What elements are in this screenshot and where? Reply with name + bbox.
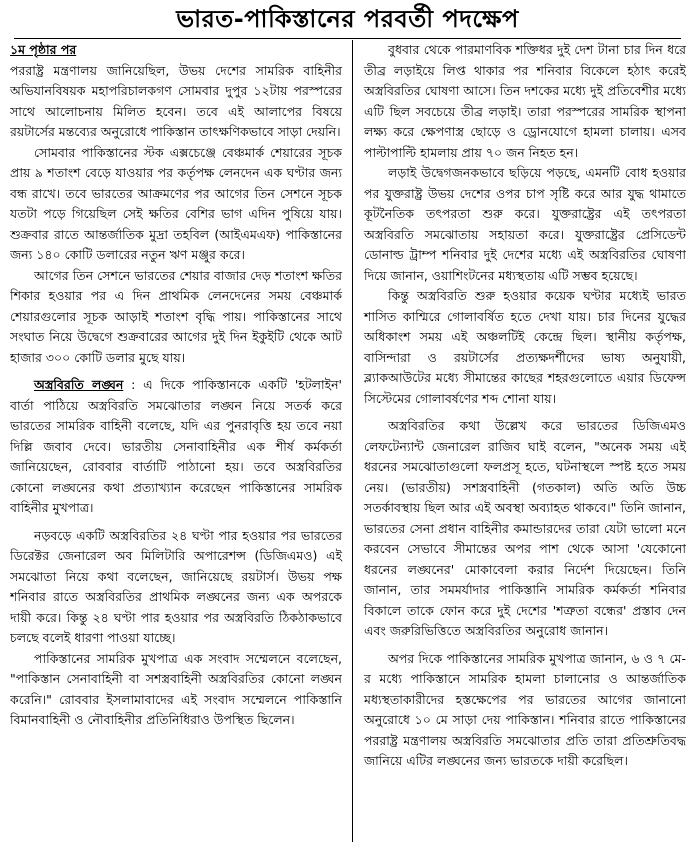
paragraph: নড়বড়ে একটি অস্ত্রবিরতির ২৪ ঘণ্টা পার হওয়ার পর ভারতের ডিরেক্টর জেনারেল অব মিলিটারি অপারেশন্স (ডিজিএমও) এই সমঝোতা নিয়ে কথা বলেছেন, জানিয়েছে রয়টার্স। উভয় পক্ষ শনিবার রাতে অস্ত্রবিরতির প্রাথমিক লঙ্ঘনের জন্য এক অপরকে দায়ী করে। কিন্তু ২৪ ঘণ্টা পার হওয়ার পর অস্ত্রবিরতি ঠিকঠাকভাবে চলছে বলেই ধারণা পাওয়া যাচ্ছে। bbox=[10, 527, 342, 645]
column-divider bbox=[352, 40, 353, 842]
paragraph: পররাষ্ট্র মন্ত্রণালয় জানিয়েছিল, উভয় দেশের সামরিক বাহিনীর অভিযানবিষয়ক মহাপরিচালকগণ সোমবার দুপুর ১২টায় পরস্পরের সাথে আলোচনায় মিলিত হবেন। তবে এই আলাপের বিষয়ে রয়টার্সের মন্তব্যের অনুরোধে পাকিস্তান তাৎক্ষণিকভাবে সাড়া দেয়নি। bbox=[10, 62, 342, 139]
subheading-text: : এ দিকে পাকিস্তানকে একটি 'হটলাইন' বার্তা পাঠিয়ে অস্ত্রবিরতি সমঝোতার লঙ্ঘন নিয়ে সতর্ক করে ভারতের সামরিক বাহিনী বলেছে, যদি এর পুনরাবৃত্তি হয় তবে নয়া দিল্লি জবাব দেবে। ভারতীয় সেনাবাহিনীর এক শীর্ষ কর্মকর্তা জানিয়েছেন, রোববার বার্তাটি পাঠানো হয়। তবে অস্ত্রবিরতির কোনো লঙ্ঘনের কথা প্রত্যাখ্যান করেছেন পাকিস্তানের সামরিক বাহিনীর মুখপাত্র। bbox=[10, 377, 342, 515]
paragraph: অপর দিকে পাকিস্তানের সামরিক মুখপাত্র জানান, ৬ ও ৭ মে-র মধ্যে পাকিস্তানে সামরিক হামলা চালানোর ও আন্তর্জাতিক মধ্যস্থতাকারীদের হস্তক্ষেপের পর ভারতের আগের জানানো অনুরোধে ১০ মে সাড়া দেয় পাকিস্তান। শনিবার রাতে পাকিস্তানের পররাষ্ট্র মন্ত্রণালয় অস্ত্রবিরতি সমঝোতার প্রতি তারা প্রতিশ্রুতিবদ্ধ জানিয়ে এটির লঙ্ঘনের জন্য ভারতকে দায়ী করেছিল। bbox=[364, 650, 686, 768]
subheading: অস্ত্রবিরতি লঙ্ঘন bbox=[34, 377, 124, 392]
article-headline: ভারত-পাকিস্তানের পরবর্তী পদক্ষেপ bbox=[176, 5, 519, 33]
headline-rule bbox=[14, 38, 681, 39]
paragraph: অস্ত্রবিরতির কথা উল্লেখ করে ভারতের ডিজিএমও লেফটেন্যান্ট জেনারেল রাজিব ঘাই বলেন, "অনেক সময় এই ধরনের সমঝোতাগুলো ফলপ্রসূ হতে, ঘটনাস্থলে স্পষ্ট হতে সময় নেয়। (ভারতীয়) সশস্ত্রবাহিনী (গতকাল) অতি অতি উচ্চ সতর্কাবস্থায় ছিল আর এই অবস্থা অব্যাহত থাকবে।" তিনি জানান, ভারতের সেনা প্রধান বাহিনীর কমান্ডারদের তারা যেটা ভালো মনে করবেন সেভাবে সীমান্তের অপর পাশ থেকে আসা 'যেকোনো ধরনের লঙ্ঘনের' মোকাবেলা করার নির্দেশ দিয়েছেন। তিনি জানান, তার সমমর্যাদার পাকিস্তানি সামরিক কর্মকর্তা শনিবার বিকালে তাকে ফোন করে দুই দেশের 'শত্রুতা বন্ধের' প্রস্তাব দেন এবং জরুরিভিত্তিতে অস্ত্রবিরতির অনুরোধ জানান। bbox=[364, 418, 686, 638]
right-column bbox=[356, 40, 686, 842]
paragraph bbox=[10, 40, 342, 61]
paragraph: কিন্তু অস্ত্রবিরতি শুরু হওয়ার কয়েক ঘণ্টার মধ্যেই ভারত শাসিত কাশ্মিরে গোলাবর্ষিত হতে দেখা যায়। চার দিনের যুদ্ধের অধিকাংশ সময় এই অঞ্চলটিই কেন্দ্রে ছিল। স্থানীয় কর্তৃপক্ষ, বাসিন্দারা ও রয়টার্সের প্রত্যক্ষদর্শীদের ভাষ্য অনুযায়ী, ব্ল্যাকআউটের মধ্যে সীমান্তের কাছের শহরগুলোতে এয়ার ডিফেন্স সিস্টেমের গোলাবর্ষণের শব্দ শোনা যায়। bbox=[364, 288, 686, 406]
paragraph: বুধবার থেকে পারমাণবিক শক্তিধর দুই দেশ টানা চার দিন ধরে তীব্র লড়াইয়ে লিপ্ত থাকার পর শনিবার বিকেলে হঠাৎ করেই অস্ত্রবিরতির ঘোষণা আসে। তিন দশকের মধ্যে দুই প্রতিবেশীর মধ্যে এটি ছিল সবচেয়ে তীব্র লড়াই। তারা পরস্পরের সামরিক স্থাপনা লক্ষ্য করে ক্ষেপণাস্ত্র ছোড়ে ও ড্রোনযোগে হামলা চালায়। এসব পাল্টাপাল্টি হামলায় প্রায় ৭০ জন নিহত হন। bbox=[364, 42, 686, 160]
left-column bbox=[10, 40, 350, 842]
paragraph bbox=[10, 375, 342, 519]
paragraph: পাকিস্তানের সামরিক মুখপাত্র এক সংবাদ সম্মেলনে বলেছেন, "পাকিস্তান সেনাবাহিনী বা সশস্ত্রবাহিনী অস্ত্রবিরতির কোনো লঙ্ঘন করেনি।" রোববার ইসলামাবাদের এই সংবাদ সম্মেলনে পাকিস্তানি বিমানবাহিনী ও নৌবাহিনীর প্রতিনিধিরাও উপস্থিত ছিলেন। bbox=[10, 650, 342, 727]
paragraph: লড়াই উদ্বেগজনকভাবে ছড়িয়ে পড়ছে, এমনটি বোধ হওয়ার পর যুক্তরাষ্ট্র উভয় দেশের ওপর চাপ সৃষ্টি করে আর যুদ্ধ থামাতে কূটনৈতিক তৎপরতা শুরু করে। যুক্তরাষ্ট্রের এই তৎপরতা অস্ত্রবিরতি সমঝোতায় সহায়তা করে। যুক্তরাষ্ট্রের প্রেসিডেন্ট ডোনাল্ড ট্রাম্প শনিবার দুই দেশের মধ্যে এই অস্ত্রবিরতির ঘোষণা দিয়ে জানান, ওয়াশিংটনের মধ্যস্থতায় এটি সম্ভব হয়েছে। bbox=[364, 165, 686, 283]
paragraph: আগের তিন সেশনে ভারতের শেয়ার বাজার দেড় শতাংশ ক্ষতির শিকার হওয়ার পর এ দিন প্রাথমিক লেনদেনের সময় বেঞ্চমার্ক শেয়ারগুলোর সূচক আড়াই শতাংশ বৃদ্ধি পায়। পাকিস্তানের সাথে সংঘাত নিয়ে উদ্বেগে শুক্রবারের আগের দুই দিন ইকুইটি থেকে আট হাজার ৩০০ কোটি ডলার মুছে যায়। bbox=[10, 267, 342, 365]
continued-from-label: ১ম পৃষ্ঠার পর bbox=[10, 42, 77, 57]
paragraph: সোমবার পাকিস্তানের স্টক এক্সচেঞ্জে বেঞ্চমার্ক শেয়ারের সূচক প্রায় ৯ শতাংশ বেড়ে যাওয়ার পর কর্তৃপক্ষ লেনদেন এক ঘণ্টার জন্য বন্ধ রাখে। তবে ভারতের আক্রমণের পর আগের তিন সেশনে সূচক যতটা পড়ে গিয়েছিল সেই ক্ষতির বেশির ভাগ এদিন পুষিয়ে যায়। শুক্রবার রাতে আন্তর্জাতিক মুদ্রা তহবিল (আইএমএফ) পাকিস্তানের জন্য ১৪০ কোটি ডলারের নতুন ঋণ মঞ্জুর করে। bbox=[10, 144, 342, 262]
